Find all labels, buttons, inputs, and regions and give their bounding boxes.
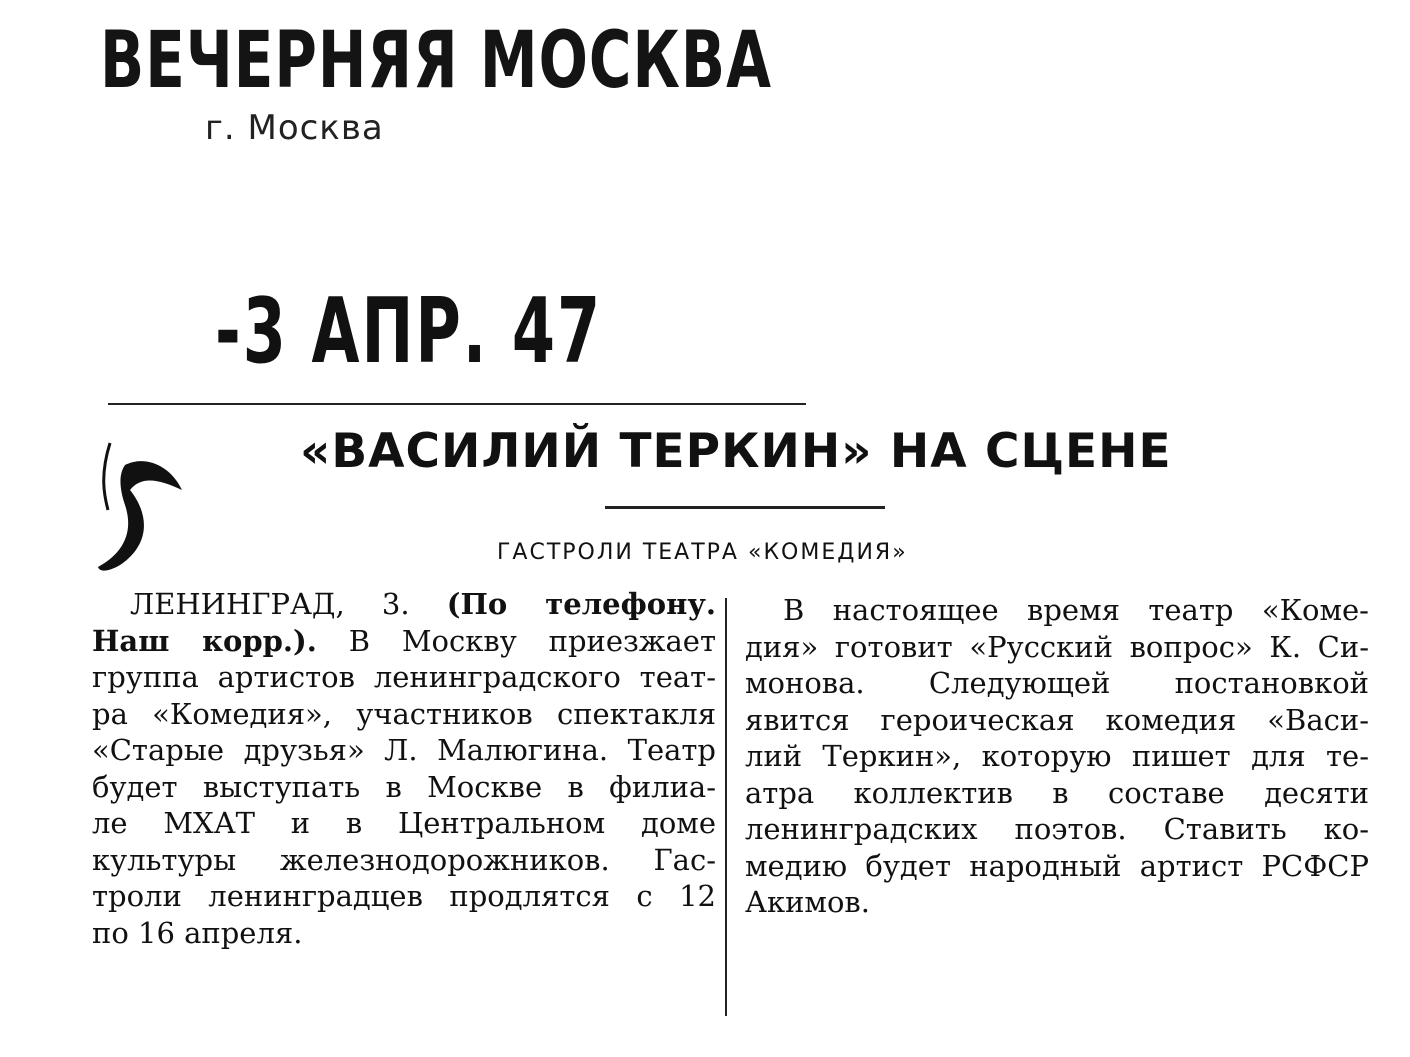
pen-mark-icon <box>90 435 200 585</box>
newspaper-stamp: ВЕЧЕРНЯЯ МОСКВА <box>100 14 772 106</box>
headline: «ВАСИЛИЙ ТЕРКИН» НА СЦЕНЕ <box>300 424 1172 479</box>
text-line: ленинградских поэтов. Ставить ко- <box>745 812 1369 846</box>
article-right-column <box>745 592 1369 921</box>
text-line: группа артистов ленинградского теат- <box>92 660 716 694</box>
headline-underline <box>605 506 885 509</box>
text-line: Акимов. <box>745 885 870 919</box>
text-line: троли ленинградцев продлятся с 12 <box>92 879 716 913</box>
subheadline: ГАСТРОЛИ ТЕАТРА «КОМЕДИЯ» <box>497 540 908 565</box>
text-line: ЛЕНИНГРАД, 3. (По телефону. <box>130 587 716 621</box>
text-line: по 16 апреля. <box>92 915 303 950</box>
text-line: дия» готовит «Русский вопрос» К. Си- <box>745 629 1369 664</box>
text-line: явится героическая комедия «Васи- <box>745 702 1369 737</box>
column-divider <box>725 598 727 1016</box>
top-rule <box>108 403 806 405</box>
text-line: культуры железнодорожников. Гас- <box>92 842 716 877</box>
text-line: Наш корр.). В Москву приезжает <box>92 623 716 658</box>
text-line: В настоящее время театр «Коме- <box>783 593 1369 627</box>
text-line: будет выступать в Москве в филиа- <box>92 769 716 804</box>
text-line: «Старые друзья» Л. Малюгина. Театр <box>92 733 716 767</box>
text-line: ле МХАТ и в Центральном доме <box>92 806 716 840</box>
date-stamp: -3 АПР. 47 <box>215 278 603 384</box>
city-stamp: г. Москва <box>205 108 384 148</box>
text-line: ра «Комедия», участников спектакля <box>92 696 716 731</box>
text-line: лий Теркин», которую пишет для те- <box>745 739 1369 773</box>
text-line: монова. Следующей постановкой <box>745 666 1369 700</box>
article-left-column <box>92 586 716 951</box>
text-line: медию будет народный артист РСФСР <box>745 848 1369 883</box>
text-line: атра коллектив в составе десяти <box>745 775 1369 810</box>
